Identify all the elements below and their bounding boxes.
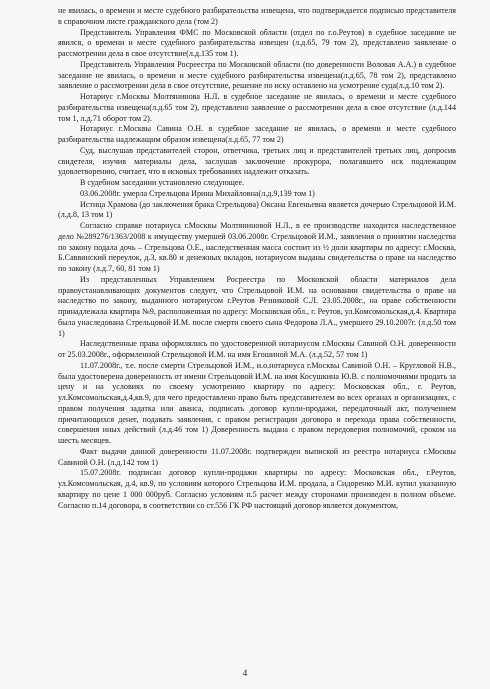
paragraph-1: не явилась, о времени и месте судебного разбирательства извещена, что подтверждается подписью представителя в справочном листе гражданского дела (том 2) bbox=[58, 6, 456, 26]
paragraph-13: 11.07.2008г., т.е. после смерти Стрельцовой И.М., и.о.нотариуса г.Москвы Савиной О.Н. – Кругловой Н.В., была удостоверена доверенность от имени Стрельцовой И.М. на имя Косушкина Ю.В. с полномочиями продать за цену и на условиях по своему усмотрению квартиру по адресу: Московская обл., г. Реутов, ул.Комсомольская,д.4,кв.9, для чего предоставлено право быть представителем во всех органах и организациях, с правом получения задатка или аванса, подписать договор купли-продажи, передаточный акт, получением причитающихся денег, подавать заявления, с правом регистрации договора и перехода права собственности, совершения иных действий (л.д.46 том 1) Доверенность выдана с правом передоверия полномочий, сроком на шесть месяцев. bbox=[58, 360, 456, 445]
paragraph-8: 03.06.2008г. умерла Стрельцова Ирина Михайловна(л.д.9,139 том 1) bbox=[80, 188, 315, 198]
paragraph-6: Суд, выслушав представителей сторон, ответчика, третьих лиц и представителей третьих лиц, допросив свидетеля, изучив материалы дела, заслушав заключение прокурора, полагавшего иск подлежащим удовлетворению, считает, что в исковых требованиях надлежит отказать. bbox=[58, 145, 456, 177]
paragraph-5: Нотариус г.Москвы Савина О.Н. в судебное заседание не явилась, о времени и месте судебного разбирательства надлежащим образом извещена(л.д.65, 77 том 2) bbox=[58, 124, 456, 144]
paragraph-3: Представитель Управления Росреестра по Московской области (по доверенности Воловая А.А.) в судебное заседание не явилась, о времени и месте судебного разбирательства извещена(л.д.65, 78 том 2), представлено заявление о рассмотрении дела в свое отсутствие, решение по иску оставлено на усмотрение суда(л.д.10 том 2). bbox=[58, 59, 456, 91]
paragraph-14: Факт выдачи данной доверенности 11.07.2008г. подтвержден выпиской из реестра нотариуса г.Москвы Савиной О.Н. (л.д.142 том 1) bbox=[58, 446, 456, 467]
paragraph-12: Наследственные права оформлялись по удостоверенной нотариусом г.Москвы Савиной О.Н. доверенности от 25.03.2008г., оформленной Стрельцовой И.М. на имя Егошиной М.А. (л.д.52, 57 том 1) bbox=[58, 339, 456, 359]
paragraph-9: Истица Храмова (до заключения брака Стрельцова) Оксана Евгеньевна является дочерью Стрельцовой И.М.(л.д.8, 13 том 1) bbox=[58, 199, 456, 220]
paragraph-10: Согласно справке нотариуса г.Москвы Молтяниновой Н.Л., в ее производстве находится наследственное дело №289276/1363/2008 к имуществу умершей 03.06.2008г. Стрельцовой И.М., заявления о принятии наследства по закону подала дочь – Стрельцова О.Е., наследственная масса состоит из ½ доли квартиры по адресу: г.Москва, Б.Саввинский переулок, д.3, кв.80 и денежных вкладов, нотариусом выданы свидетельства о праве на наследство по закону (л.д.7, 60, 81 том 1) bbox=[58, 221, 456, 273]
paragraph-7: В судебном заседании установлено следующее. bbox=[80, 178, 245, 187]
paragraph-2: Представитель Управления ФМС по Московской области (отдел по г.о.Реутов) в судебное заседание не явился, о времени и месте судебного разбирательства извещен (л.д.65, 79 том 2), представлено заявление о рассмотрении дела в свое отсутствие(л.д.135 том 1). bbox=[58, 27, 456, 58]
paragraph-11: Из представленных Управлением Росреестра по Московской области материалов дела правоустанавливающих документов следует, что Стрельцовой И.М. на основании свидетельства о праве на наследство по закону, выданного нотариусом г.Реутов Резниковой С.Л. 23.05.2008г., на праве собственности принадлежала квартира №9, расположенная по адресу: Московская обл., г. Реутов, ул.Комсомольская,д.4. Квартира была унаследована Стрельцовой И.М. после смерти своего сына Федорова Л.А., умершего 29.10.2007г. (л.д.50 том 1) bbox=[58, 274, 456, 338]
paragraph-15: 15.07.2008г. подписан договор купли-продажи квартиры по адресу: Московская обл., г.Реутов, ул.Комсомольская, д.4, кв.9, по условиям которого Стрельцова И.М. продала, а Сидоренко М.И. купил указанную квартиру по цене 1 000 000руб. Согласно условиям п.5 расчет между сторонами произведен в полном объеме. Согласно п.14 договора, в соответствии со ст.556 ГК РФ настоящий договор является документом, bbox=[58, 468, 456, 510]
paragraph-4: Нотариус г.Москвы Молтянинова Н.Л. в судебное заседание не явилась, о времени и месте судебного разбирательства извещена(л.д.65 том 2), представлено заявление о рассмотрении дела в свое отсутствие (л.д.144 том 1, л.д.71 оборот том 2). bbox=[58, 92, 456, 123]
page-number: 4 bbox=[242, 668, 248, 678]
